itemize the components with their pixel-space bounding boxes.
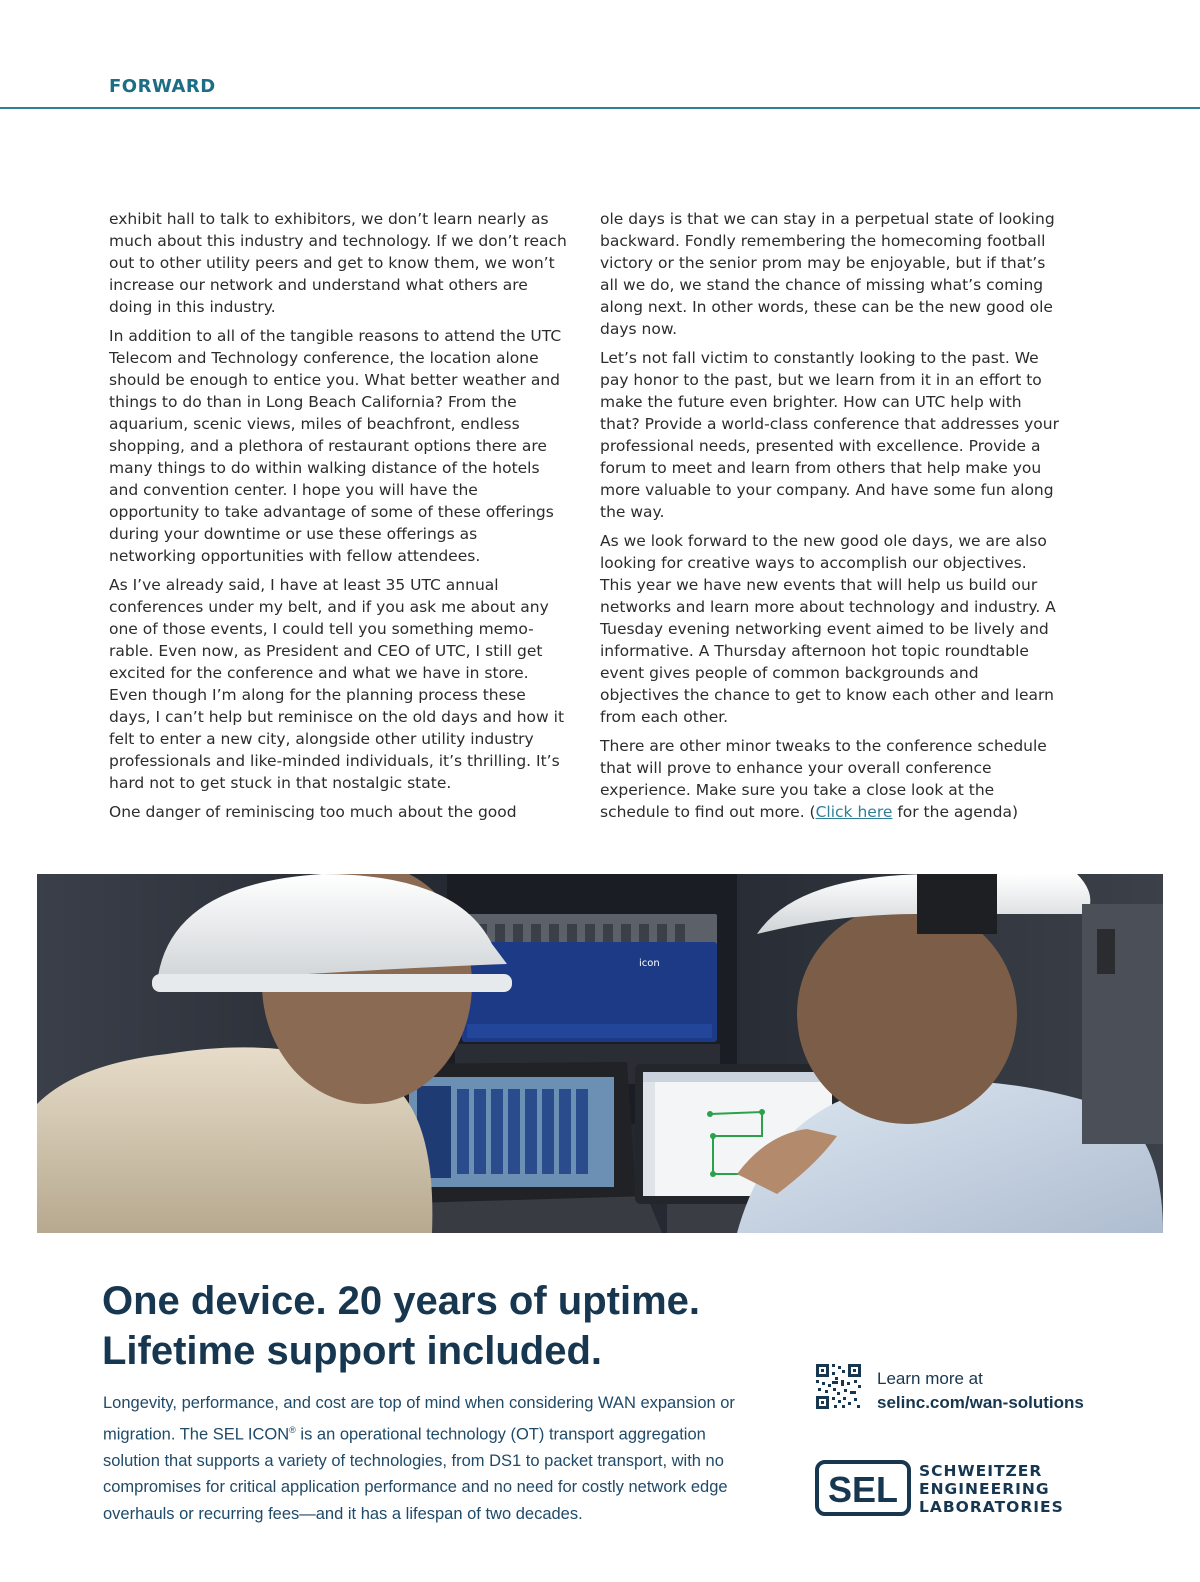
sel-logo <box>815 1460 911 1516</box>
agenda-text-after: for the agenda) <box>892 803 1019 821</box>
article-column-right <box>600 208 1060 830</box>
paragraph: As we look forward to the new good ole days, we are also looking for creative ways to accomplish our objectives. This year we have new events that will help us build our networks and learn more about technology and industry. A Tuesday evening networking event aimed to be lively and informative. A Thursday afternoon hot topic roundtable event gives people of common backgrounds and objectives the chance to get to know each other and learn from each other. <box>600 532 1056 726</box>
company-name-line-2: ENGINEERING <box>919 1480 1050 1498</box>
paragraph: As I’ve already said, I have at least 35 UTC annual conferences under my belt, and if you ask me about any one of those events, I could tell you something memo-rable. Even now, as President and CEO of UTC, I still get excited for the conference and what we have in store. Even though I’m along for the planning process these days, I can’t help but reminisce on the old days and how it felt to enter a new city, alongside other utility industry professionals and like-minded individuals, it’s thrilling. It’s hard not to get stuck in that nostalgic state. <box>109 576 565 792</box>
article-column-left <box>109 208 567 830</box>
learn-more-url-link[interactable]: selinc.com/wan-solutions <box>877 1393 1084 1412</box>
agenda-link[interactable]: Click here <box>815 803 893 821</box>
company-name <box>919 1462 1064 1516</box>
photo-engineers-with-laptops <box>37 874 1163 1233</box>
device-brand-label: icon <box>639 958 660 969</box>
ad-headline <box>102 1276 700 1376</box>
paragraph: Let’s not fall victim to constantly looking to the past. We pay honor to the past, but we learn from it in an effort to make the future even brighter. How can UTC help with that? Provide a world-class conference that addresses your professional needs, presented with excellence. Provide a forum to meet and learn from others that help make you more valuable to your company. And have some fun along the way. <box>600 349 1059 521</box>
sel-logo-text: SEL <box>827 1469 899 1510</box>
ad-body <box>103 1390 763 1527</box>
header-divider <box>0 107 1200 109</box>
ad-headline-line-1: One device. 20 years of uptime. <box>102 1279 701 1323</box>
company-name-line-3: LABORATORIES <box>919 1498 1064 1516</box>
learn-more <box>877 1367 1084 1415</box>
agenda-text-before: There are other minor tweaks to the conference schedule that will prove to enhance your overall conference experience. Make sure you take a close look at the schedule to find out more. ( <box>600 737 1047 821</box>
paragraph-agenda <box>600 735 1060 823</box>
ad-body-text-1: Longevity, performance, and cost are top of mind when considering WAN expansion or migration. The SEL ICON <box>103 1394 735 1443</box>
paragraph: ole days is that we can stay in a perpetual state of looking backward. Fondly remembering the homecoming football victory or the senior prom may be enjoyable, but if that’s all we do, we stand the chance of missing what’s coming along next. In other words, these can be the new good ole days now. <box>600 210 1055 338</box>
section-label: FORWARD <box>109 76 216 97</box>
company-name-line-1: SCHWEITZER <box>919 1462 1043 1480</box>
paragraph: exhibit hall to talk to exhibitors, we don’t learn nearly as much about this industry and technology. If we don’t reach out to other utility peers and get to know them, we won’t increase our network and understand what others are doing in this industry. <box>109 210 567 316</box>
qr-code-icon[interactable] <box>816 1364 861 1409</box>
ad-headline-line-2: Lifetime support included. <box>102 1329 603 1373</box>
registered-mark: ® <box>289 1424 296 1435</box>
paragraph: One danger of reminiscing too much about the good <box>109 803 517 821</box>
learn-more-label: Learn more at <box>877 1369 983 1388</box>
ad-body-text-2: is an operational technology (OT) transport aggregation solution that supports a variety of technologies, from DS1 to packet transport, with no compromises for critical application performance and no need for costly network edge overhauls or recurring fees—and it has a lifespan of two decades. <box>103 1425 728 1523</box>
paragraph: In addition to all of the tangible reasons to attend the UTC Telecom and Technology conference, the location alone should be enough to entice you. What better weather and things to do than in Long Beach California? From the aquarium, scenic views, miles of beachfront, endless shopping, and a plethora of restaurant options there are many things to do within walking distance of the hotels and convention center. I hope you will have the opportunity to take advantage of some of these offerings during your downtime or use these offerings as networking opportunities with fellow attendees. <box>109 327 562 565</box>
